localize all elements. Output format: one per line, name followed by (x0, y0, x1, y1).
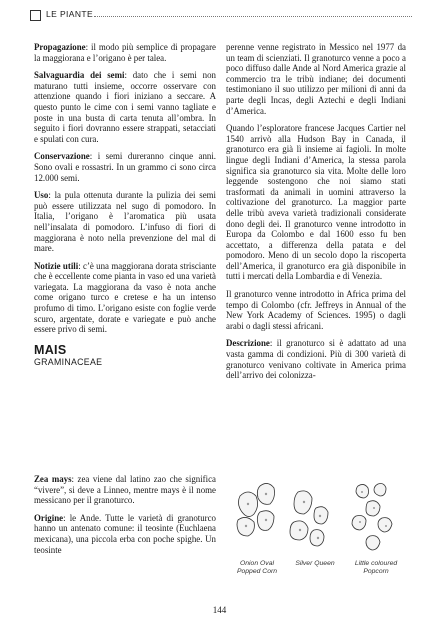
paragraph-text: il modo più semplice di propagare la maggiorana e l’origano è per talea. (34, 42, 216, 63)
paragraph-lead: Descrizione (226, 338, 270, 349)
paragraph-text: le Ande. Tutte le varietà di granoturco hanno un antenato comune: il teosinte (Euchlaena mexicana), una piccola erba con poche spighe. Un teosinte (34, 512, 216, 555)
figure-caption: Onion Oval Popped Corn (236, 560, 278, 575)
paragraph-text: perenne venne registrato in Messico nel 1977 da un team di scienziati. Il granoturco venne a poco a poco diffuso dalle Ande al Nord America grazie al commercio tra le tribù indiane; dei documenti testimoniano il suo utilizzo per milioni di anni da parte degli Incas, degli Aztechi e degli Indiani d’America. (226, 42, 406, 116)
paragraph-text: Quando l’esploratore francese Jacques Cartier nel 1540 arrivò alla Hudson Bay in Canada, il granoturco era già lì insieme ai fagioli. In molte lingue degli Indiani d’America, la stessa parola significa sia granoturco sia vita. Molte delle loro leggende sostengono che noi siamo stati trasformati da animali in uomini attraverso la coltivazione del granoturco. La maggior parte delle tribù aveva varietà tradizionali considerate dono degli dei. Il granoturco venne introdotto in Europa da Colombo e dal 1600 esso fu ben accettato, a differenza della patata e del pomodoro. Meno di un secolo dopo la riscoperta dell’America, il granoturco era già disponibile in tutti i mercati della Lombardia e di Venezia. (226, 123, 406, 282)
header-dotted-rule (94, 16, 412, 17)
bottom-left-column (34, 474, 216, 562)
running-header (30, 9, 412, 23)
paragraph (226, 42, 406, 116)
paragraph-text: la pula ottenuta durante la pulizia dei semi può essere utilizzata nel sugo di pomodoro. In Italia, l’origano è l’aromatica più usata nell’insalata di pomodoro. L’infuso di fiori di maggiorana è noto nella prevenzione del mal di mare. (34, 190, 217, 254)
paragraph-lead: Origine (34, 512, 64, 523)
paragraph: Uso: la pula ottenuta durante la pulizia dei semi può essere utilizzata nel sugo di pomodoro. In Italia, l’origano è l’aromatica più usata nell’insalata di pomodoro. L’infuso di fiori di maggiorana è noto nella prevenzione del mal di mare. (34, 190, 217, 254)
paragraph-text: c’è una maggiorana dorata strisciante che è eccellente come pianta in vaso ed una varietà variegata. La maggiorana da vaso è nota anche come origano turco e cretese e ha un intenso profumo di timo. L’origano esiste con foglie verde scuro, argentate, dorate e variegate e può anche essere privo di semi. (34, 260, 217, 335)
paragraph: Salvaguardia dei semi: dato che i semi non maturano tutti insieme, occorre osservare con attenzione quando i fiori iniziano a seccare. A questo punto le cime con i semi vanno tagliate e poste in una busta di carta tenuta all’ombra. In seguito i fiori dovranno essere strappati, setacciati e spulati con cura. (34, 70, 216, 144)
paragraph-text: Il granoturco venne introdotto in Africa prima del tempo di Colombo (cfr. Jeffreys in Annual of the New York Academy of Sciences. 1995) o dagli arabi o dagli stessi africani. (226, 289, 406, 331)
paragraph-text: zea viene dal latino zao che significa “vivere”, si deve a Linneo, mentre mays è il nome messicano per il granoturco. (34, 474, 216, 506)
paragraph: Descrizione: il granoturco si è adattato ad una vasta gamma di condizioni. Più di 300 varietà di granoturco venivano coltivate in America prima dell’arrivo dei colonizza- (226, 338, 407, 381)
paragraph: Propagazione: il modo più semplice di propagare la maggiorana e l’origano è per talea. (34, 42, 216, 63)
figure-caption: Little coloured Popcorn (354, 560, 398, 575)
paragraph-lead: Notizie utili (34, 260, 79, 271)
left-column (34, 42, 216, 368)
paragraph (226, 289, 406, 331)
paragraph-text: il granoturco si è adattato ad una vasta gamma di condizioni. Più di 300 varietà di granoturco venivano coltivate in America prima dell’arrivo dei colonizza- (226, 338, 407, 381)
section-title: MAIS (34, 342, 67, 357)
page-number: 144 (212, 605, 227, 615)
paragraph (226, 123, 406, 282)
paragraph-lead: Zea mays (34, 474, 72, 484)
paragraph-lead: Propagazione (34, 42, 86, 52)
paragraph: Zea mays: zea viene dal latino zao che significa “vivere”, si deve a Linneo, mentre mays è il nome messicano per il granoturco. (34, 474, 216, 506)
figure-caption: Silver Queen (295, 560, 335, 567)
header-checkbox-icon (30, 10, 41, 21)
paragraph-lead: Salvaguardia dei semi (34, 70, 125, 81)
section-family: GRAMINACEAE (34, 357, 103, 368)
paragraph: Notizie utili: c’è una maggiorana dorata strisciante che è eccellente come pianta in vaso ed una varietà variegata. La maggiorana da vaso è nota anche come origano turco e cretese e ha un intenso profumo di timo. L’origano esiste con foglie verde scuro, argentate, dorate e variegate e può anche essere privo di semi. (34, 260, 217, 335)
header-title: LE PIANTE (46, 9, 94, 19)
corn-kernels-illustration (228, 478, 408, 588)
paragraph-lead: Uso (34, 190, 49, 201)
paragraph: Conservazione: i semi dureranno cinque anni. Sono ovali e rossastri. In un grammo ci sono circa 12.000 semi. (34, 151, 216, 183)
paragraph-text: i semi dureranno cinque anni. Sono ovali e rossastri. In un grammo ci sono circa 12.000 semi. (34, 151, 216, 183)
right-column (226, 42, 406, 388)
paragraph-lead: Conservazione (34, 151, 90, 162)
paragraph-text: dato che i semi non maturano tutti insieme, occorre osservare con attenzione quando i fiori iniziano a seccare. A questo punto le cime con i semi vanno tagliate e poste in una busta di carta tenuta all’ombra. In seguito i fiori dovranno essere strappati, setacciati e spulati con cura. (34, 70, 216, 144)
paragraph: Origine: le Ande. Tutte le varietà di granoturco hanno un antenato comune: il teosinte (Euchlaena mexicana), una piccola erba con poche spighe. Un teosinte (34, 512, 216, 555)
